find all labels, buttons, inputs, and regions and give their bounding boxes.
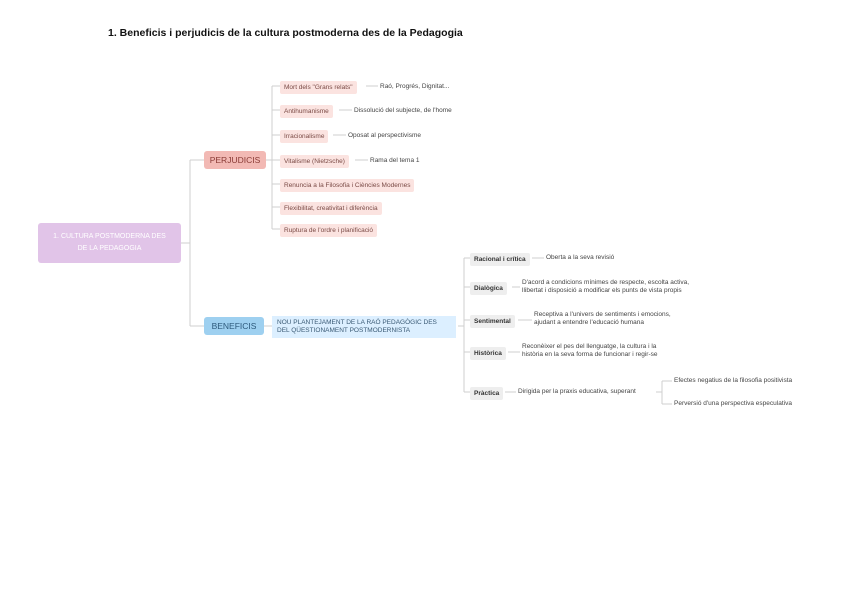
connector-practica <box>656 381 672 404</box>
benefici-item: Racional i crítica <box>470 253 530 266</box>
perjudici-item: Flexibilitat, creativitat i diferència <box>280 202 382 215</box>
desc-line: llibertat i disposició a modificar els punts de vista propis <box>522 287 682 294</box>
benefici-item: Històrica <box>470 347 506 360</box>
perjudici-note: Oposat al perspectivisme <box>348 132 421 139</box>
perjudici-item: Antihumanisme <box>280 105 333 118</box>
benefici-desc: Dirigida per la praxis educativa, superant <box>518 388 636 395</box>
perjudici-item: Ruptura de l'ordre i planificació <box>280 224 377 237</box>
beneficis-node: BENEFICIS <box>204 317 264 335</box>
benefici-desc <box>522 279 689 295</box>
desc-line: història en la seva forma de funcionar i regir-se <box>522 351 658 358</box>
perjudici-item: Mort dels "Grans relats" <box>280 81 357 94</box>
practica-sub: Perversió d'una perspectiva especulativa <box>674 400 792 407</box>
desc-line: Receptiva a l'univers de sentiments i emocions, <box>534 311 671 318</box>
practica-sub: Efectes negatius de la filosofia positivista <box>674 377 793 384</box>
desc-line: ajudant a entendre l'educació humana <box>534 319 645 326</box>
root-node <box>38 223 181 263</box>
benefici-item: Dialògica <box>470 282 507 295</box>
middle-line1: NOU PLANTEJAMENT DE LA RAÓ PEDAGÒGIC DES <box>277 319 437 326</box>
middle-line2: DEL QÜESTIONAMENT POSTMODERNISTA <box>277 327 411 334</box>
connector-middle <box>458 258 470 392</box>
root-line1: 1. CULTURA POSTMODERNA DES <box>53 233 166 240</box>
connector-perjudicis-notes <box>333 86 378 160</box>
connector-perjudicis <box>266 86 280 229</box>
desc-line: Reconèixer el pes del llenguatge, la cultura i la <box>522 343 657 350</box>
beneficis-middle-node <box>272 316 456 338</box>
perjudici-note: Raó, Progrés, Dignitat... <box>380 83 450 90</box>
perjudici-item: Irracionalisme <box>280 130 328 143</box>
perjudicis-node: PERJUDICIS <box>204 151 266 169</box>
benefici-item: Sentimental <box>470 315 515 328</box>
benefici-item: Pràctica <box>470 387 503 400</box>
connector-root <box>181 160 204 326</box>
perjudici-note: Dissolució del subjecte, de l'home <box>354 107 452 114</box>
benefici-desc <box>522 343 657 359</box>
perjudici-item: Vitalisme (Nietzsche) <box>280 155 349 168</box>
perjudici-note: Rama del tema 1 <box>370 157 420 164</box>
desc-line: D'acord a condicions mínimes de respecte, escolta activa, <box>522 279 690 286</box>
benefici-desc: Oberta a la seva revisió <box>546 254 615 261</box>
perjudici-item: Renuncia a la Filosofia i Ciències Modernes <box>280 179 414 192</box>
page-title: 1. Beneficis i perjudicis de la cultura postmoderna des de la Pedagogia <box>108 27 463 39</box>
root-line2: DE LA PEDAGOGIA <box>77 245 142 252</box>
benefici-desc <box>534 311 671 327</box>
